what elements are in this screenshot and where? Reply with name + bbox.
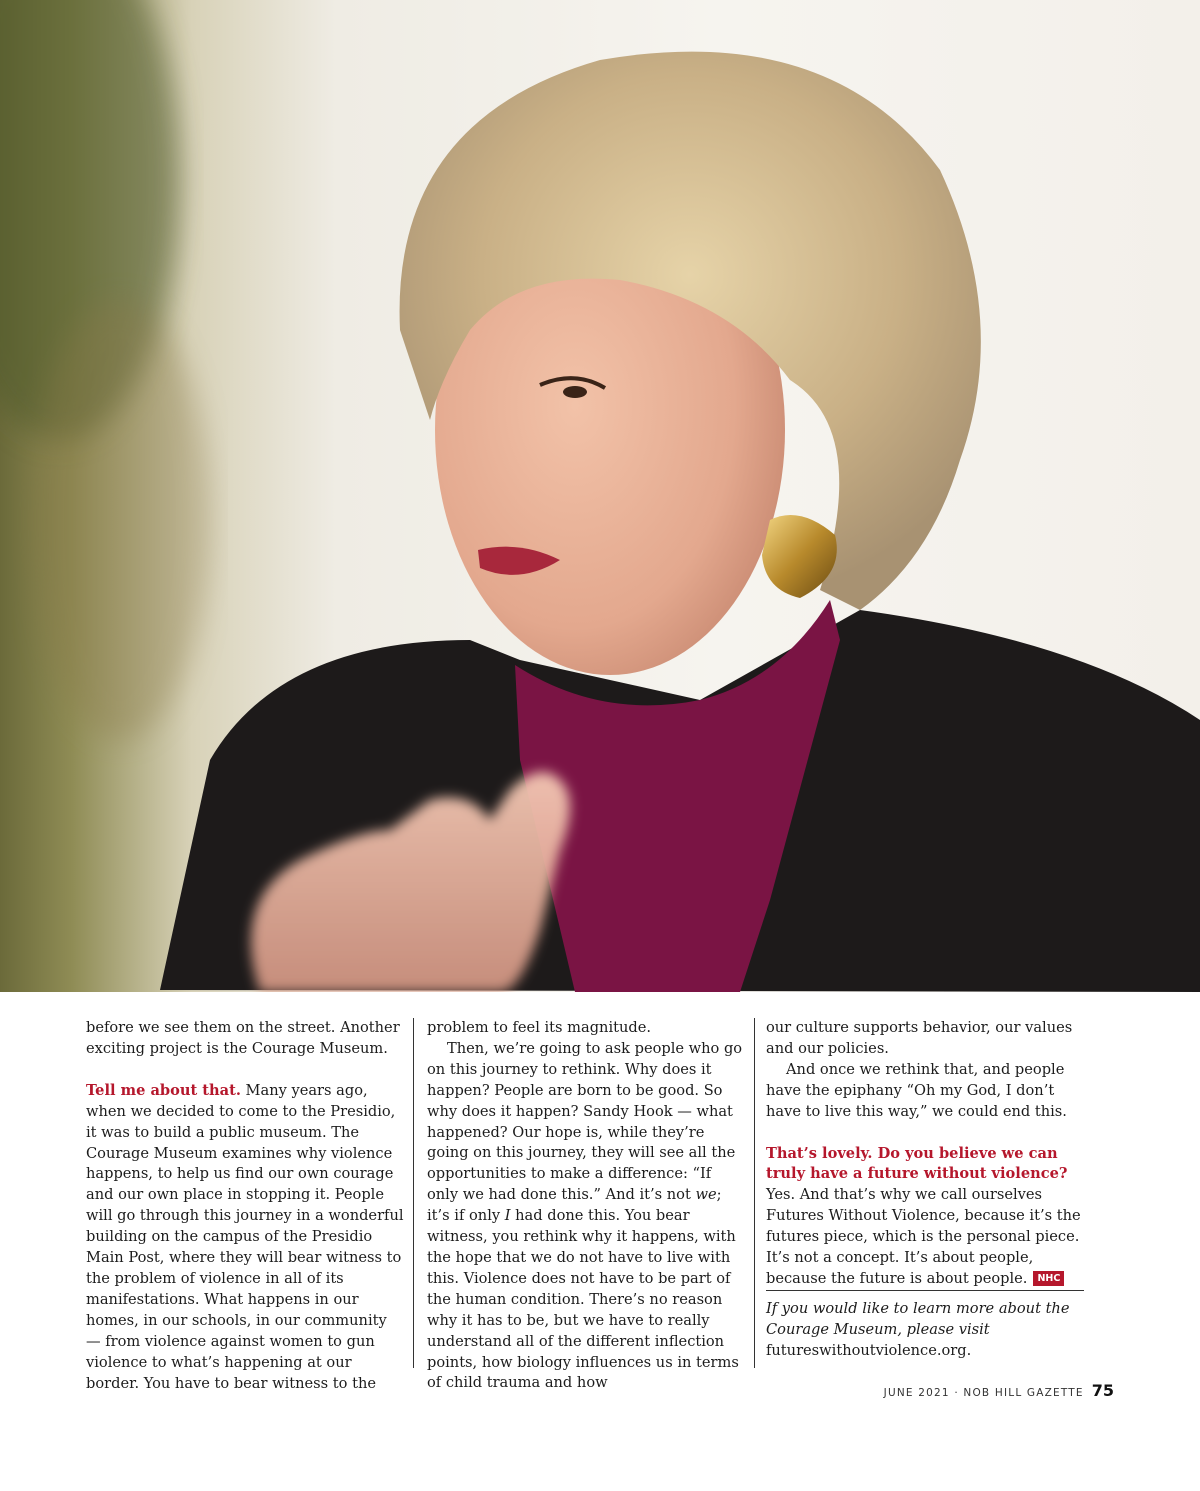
nhc-end-badge: NHC: [1033, 1271, 1064, 1286]
page-number: 75: [1091, 1381, 1114, 1400]
emphasis-text: we: [695, 1186, 717, 1204]
website-link[interactable]: futureswithoutviolence.org.: [766, 1341, 972, 1359]
column-3: [766, 1018, 1084, 1362]
paragraph: [86, 1081, 404, 1395]
note-text: If you would like to learn more about the Courage Museum, please visit: [766, 1299, 1070, 1338]
interview-question: Tell me about that.: [86, 1081, 241, 1099]
interview-question: That’s lovely. Do you believe we can truly have a future without violence?: [766, 1144, 1068, 1183]
paragraph: before we see them on the street. Another exciting project is the Courage Museum.: [86, 1019, 400, 1057]
paragraph: [766, 1185, 1084, 1290]
answer-text: Yes. And that’s why we call ourselves Futures Without Violence, because it’s the futures piece, which is the personal piece. It’s not a concept. It’s about people, because the future is about people.: [766, 1186, 1081, 1287]
text-run: had done this. You bear witness, you rethink why it happens, with the hope that we do not have to live with this. Violence does not have to be part of the human condition. There’s no reason why it has to be, but we have to really understand all of the different inflection points, how biology influences us in terms of child trauma and how: [427, 1207, 739, 1392]
paragraph: [427, 1039, 745, 1394]
emphasis-text: I: [504, 1207, 511, 1225]
paragraph: our culture supports behavior, our values and our policies.: [766, 1019, 1073, 1057]
column-2: [427, 1018, 745, 1394]
page-footer: [884, 1381, 1114, 1400]
article-columns: [86, 1018, 1086, 1392]
column-1: [86, 1018, 404, 1394]
text-run: Then, we’re going to ask people who go on this journey to rethink. Why does it happen? People are born to be good. So why does it happen? Sandy Hook — what happened? Our hope is, while they’re going on this journey, they will see all the opportunities to make a difference: “If only we had done this.” And it’s not: [427, 1039, 743, 1204]
paragraph: problem to feel its magnitude.: [427, 1019, 651, 1036]
paragraph: And once we rethink that, and people have the epiphany “Oh my God, I don’t have to live this way,” we could end this.: [766, 1060, 1067, 1120]
footer-publication: JUNE 2021 · NOB HILL GAZETTE: [883, 1387, 1084, 1399]
answer-text: Many years ago, when we decided to come to the Presidio, it was to build a public museum. The Courage Museum examines why violence happens, to help us find our own courage and our own place in stopping it. People will go through this journey in a wonderful building on the campus of the Presidio Main Post, where they will bear witness to the problem of violence in all of its manifestations. What happens in our homes, in our schools, in our community — from violence against women to gun violence to what’s happening at our border. You have to bear witness to the: [86, 1081, 404, 1392]
info-note: [766, 1290, 1084, 1362]
text-run: ; it’s if only: [427, 1186, 722, 1225]
